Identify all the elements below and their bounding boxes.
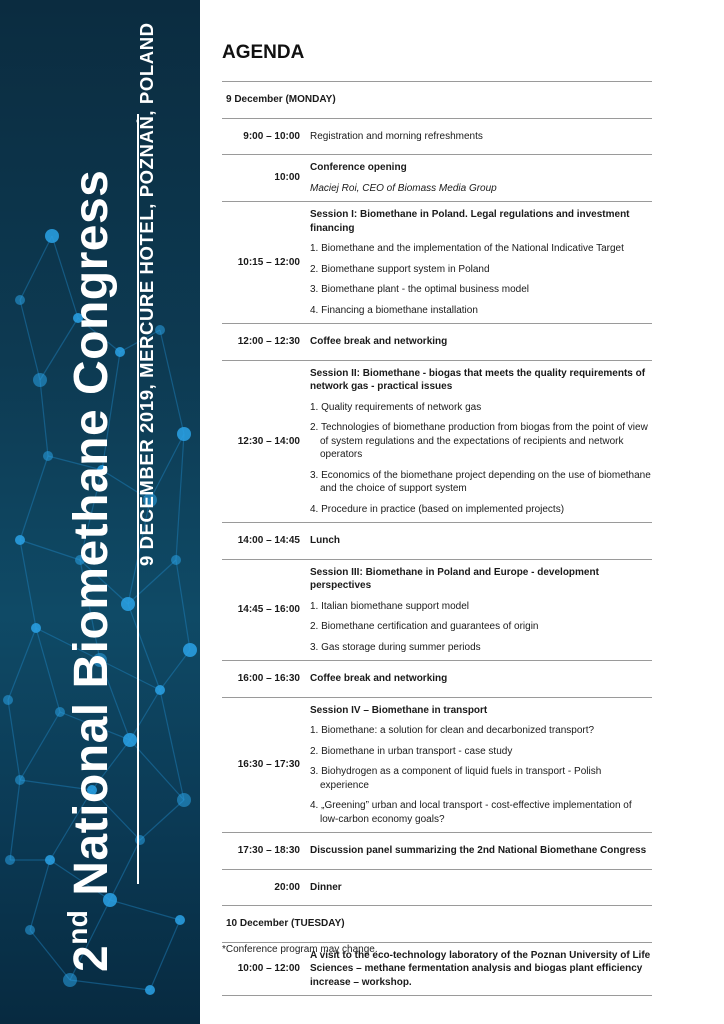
agenda-heading: AGENDA — [222, 42, 305, 63]
row-text: Registration and morning refreshments — [310, 118, 652, 155]
row-text: A visit to the eco-technology laboratory of the Poznan University of Life Sciences – methane fermentation analysis and biogas plant efficiency increase – workshop. — [310, 942, 652, 996]
session-item: 2. Technologies of biomethane production from biogas from the point of view of system regulations and the expectations of recipients and network operators — [310, 422, 648, 460]
row-time: 10:15 – 12:00 — [222, 202, 310, 324]
schedule-table — [222, 81, 652, 996]
row-text: Dinner — [310, 869, 652, 906]
session-item: 1. Biomethane and the implementation of the National Indicative Target — [310, 243, 624, 254]
session-item: 2. Biomethane certification and guarantees of origin — [310, 621, 539, 632]
row-time: 12:30 – 14:00 — [222, 360, 310, 523]
session-item: 3. Biohydrogen as a component of liquid fuels in transport - Polish experience — [310, 766, 602, 791]
session-title: Session III: Biomethane in Poland and Europe - development perspectives — [310, 566, 599, 591]
session-title: Session II: Biomethane - biogas that meets the quality requirements of network gas - practical issues — [310, 367, 646, 392]
row-title: Conference opening — [310, 162, 407, 173]
session-title: Session IV – Biomethane in transport — [310, 704, 488, 716]
session-item: 2. Biomethane in urban transport - case study — [310, 745, 513, 757]
row-text: Lunch — [310, 523, 652, 560]
row-time: 14:45 – 16:00 — [222, 559, 310, 661]
session-item: 3. Economics of the biomethane project depending on the use of biomethane and the choice of support system — [310, 469, 651, 494]
row-time: 12:00 – 12:30 — [222, 324, 310, 361]
banner-title-group — [0, 0, 200, 1024]
session-title: Session I: Biomethane in Poland. Legal regulations and investment financing — [310, 209, 630, 234]
row-time: 17:30 – 18:30 — [222, 833, 310, 870]
schedule-row-panel — [222, 833, 652, 870]
row-time: 10:00 – 12:00 — [222, 942, 310, 996]
session-item: 1. Biomethane: a solution for clean and decarbonized transport? — [310, 725, 595, 736]
session-item: 1. Italian biomethane support model — [310, 600, 469, 612]
session-item: 1. Quality requirements of network gas — [310, 401, 482, 413]
row-time: 16:00 – 16:30 — [222, 661, 310, 698]
side-banner — [0, 0, 200, 1024]
day-label: 9 December (MONDAY) — [222, 82, 652, 119]
row-text: Coffee break and networking — [310, 661, 652, 698]
session-item: 3. Gas storage during summer periods — [310, 641, 481, 653]
session-item: 4. Financing a biomethane installation — [310, 304, 478, 316]
day-header-monday — [222, 82, 652, 119]
session-item: 4. Procedure in practice (based on implemented projects) — [310, 503, 565, 515]
row-time: 16:30 – 17:30 — [222, 697, 310, 833]
row-time: 9:00 – 10:00 — [222, 118, 310, 155]
session-item: 3. Biomethane plant - the optimal business model — [310, 284, 530, 295]
schedule-row-coffee-1 — [222, 324, 652, 361]
day-label: 10 December (TUESDAY) — [222, 906, 652, 943]
footnote: *Conference program may change. — [222, 944, 378, 955]
schedule-row-lunch — [222, 523, 652, 560]
congress-date-venue: 9 DECEMBER 2019, MERCURE HOTEL, POZNAŃ, POLAND — [136, 22, 157, 566]
congress-title: 2nd National Biomethane Congress — [62, 169, 118, 972]
schedule-row-session-4 — [222, 697, 652, 833]
schedule-row-session-2 — [222, 360, 652, 523]
schedule-row-dinner — [222, 869, 652, 906]
schedule-row-session-1 — [222, 202, 652, 324]
schedule-row-coffee-2 — [222, 661, 652, 698]
session-item: 4. „Greening” urban and local transport - cost-effective implementation of low-carbon economy goals? — [310, 800, 632, 825]
schedule-row-opening — [222, 155, 652, 202]
row-speaker: Maciej Roi, CEO of Biomass Media Group — [310, 182, 497, 194]
row-text: Coffee break and networking — [310, 324, 652, 361]
schedule-row-registration — [222, 118, 652, 155]
schedule-row-session-3 — [222, 559, 652, 661]
row-time: 20:00 — [222, 869, 310, 906]
row-text: Discussion panel summarizing the 2nd National Biomethane Congress — [310, 833, 652, 870]
session-item: 2. Biomethane support system in Poland — [310, 263, 490, 275]
row-time: 10:00 — [222, 155, 310, 202]
day-header-tuesday — [222, 906, 652, 943]
row-time: 14:00 – 14:45 — [222, 523, 310, 560]
